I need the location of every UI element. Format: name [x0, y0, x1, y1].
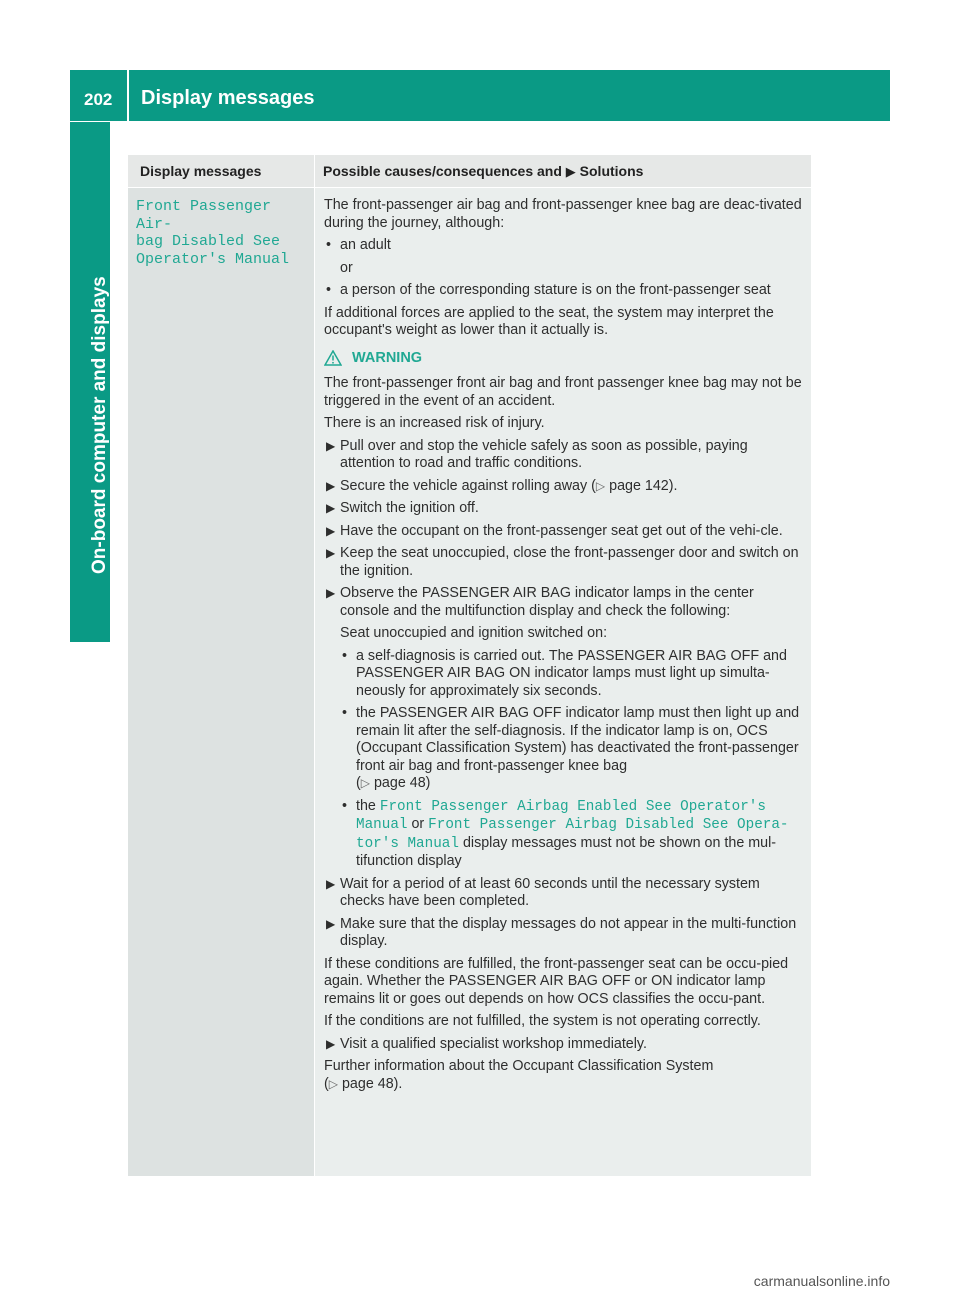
- step-keep-unoccupied: [324, 545, 803, 580]
- step-text: Have the occupant on the front-passenger seat get out of the vehi-cle.: [340, 522, 783, 539]
- warning-text: The front-passenger front air bag and front passenger knee bag may not be triggered in the event of an accident.: [324, 375, 802, 409]
- ref-close: ).: [393, 1075, 403, 1092]
- page-number: 202: [84, 90, 113, 109]
- check-display-messages: [340, 798, 803, 871]
- intro-or: or: [340, 259, 353, 276]
- page-ref-triangle-icon: ▷: [328, 1076, 338, 1091]
- chapter-label-text: On-board computer and displays: [89, 276, 110, 574]
- step-text: Pull over and stop the vehicle safely as soon as possible, paying attention to road and traffic conditions.: [340, 437, 748, 471]
- display-message-disabled: Front Passenger Airbag Disabled See Opera‐tor's Manual: [356, 817, 789, 852]
- page-header: [70, 70, 890, 121]
- table-row: [128, 188, 811, 1176]
- further-info: [324, 1058, 803, 1093]
- col-header-causes-solutions: [314, 155, 811, 187]
- step-arrow-icon: ▶: [326, 438, 336, 453]
- step-occupant-out: [324, 523, 803, 541]
- step-text: Wait for a period of at least 60 seconds until the necessary system checks have been completed.: [340, 875, 760, 909]
- seat-unoccupied-label: Seat unoccupied and ignition switched on:: [340, 625, 608, 641]
- page-ref-link[interactable]: page 48: [373, 775, 426, 791]
- check-lamp-text: the PASSENGER AIR BAG OFF indicator lamp must then light up and remain lit after the self-diagnosis. If the indicator lamp is on, OCS (Occupant Classification System) has deactivated the front-passenger front air bag and front-passenger knee bag: [356, 705, 800, 774]
- page-title: Display messages: [141, 87, 315, 109]
- not-fulfilled-text: If the conditions are not fulfilled, the system is not operating correctly.: [324, 1013, 761, 1029]
- page-ref-triangle-icon: ▷: [360, 776, 370, 790]
- check3-post: display messages must not be shown on the mul-tifunction display: [356, 834, 777, 869]
- col-header-display-messages: Display messages: [140, 163, 262, 179]
- step-arrow-icon: ▶: [326, 501, 336, 515]
- step-pull-over: [324, 438, 803, 473]
- step-arrow-icon: ▶: [326, 876, 336, 891]
- intro-bullet-person: • a person of the corresponding stature is on the front-passenger seat: [324, 282, 803, 300]
- step-text: Visit a qualified specialist workshop immediately.: [340, 1035, 647, 1052]
- forces-text: If additional forces are applied to the seat, the system may interpret the occupant's weight as lower than it actually is.: [324, 304, 774, 338]
- col-header-text-post: Solutions: [579, 163, 644, 179]
- check3-the: the: [356, 797, 376, 814]
- header-divider: [127, 70, 129, 121]
- display-message-enabled: Front Passenger Airbag Enabled See Operator's Manual: [356, 798, 766, 833]
- step-secure-vehicle: [324, 478, 803, 496]
- step-text: Observe the PASSENGER AIR BAG indicator lamps in the center console and the multifunction display and check the following:: [340, 585, 754, 619]
- intro-bullet-adult: • an adult: [324, 237, 803, 255]
- warning-heading: [324, 350, 803, 368]
- warning-label: WARNING: [352, 349, 423, 366]
- check-self-diagnosis: • a self-diagnosis is carried out. The PASSENGER AIR BAG OFF and PASSENGER AIR BAG ON indicator lamps must light up simulta-neously for approximately six seconds.: [340, 648, 803, 701]
- step-arrow-icon: ▶: [326, 478, 336, 493]
- intro-text: The front-passenger air bag and front-passenger knee bag are deac-tivated during the journey, although:: [324, 197, 802, 231]
- step-observe-lamps: [324, 585, 803, 620]
- further-text: Further information about the Occupant Classification System: [324, 1058, 714, 1074]
- step-text: Switch the ignition off.: [340, 500, 479, 516]
- step-arrow-icon: ▶: [326, 523, 336, 538]
- ref-open: (: [356, 775, 361, 791]
- watermark: carmanualsonline.info: [753, 1273, 890, 1289]
- step-arrow-icon: ▶: [326, 546, 336, 560]
- step-text-end: ).: [668, 477, 678, 494]
- step-text: Make sure that the display messages do not appear in the multi-function display.: [340, 915, 797, 949]
- message-line-3: Operator's Manual: [136, 250, 290, 268]
- fulfilled-text: If these conditions are fulfilled, the front-passenger seat can be occu-pied again. Whether the PASSENGER AIR BAG OFF or ON indicator lamp remains lit or goes out depends on how OCS classifies the occu-pant.: [324, 955, 789, 1007]
- step-ignition-off: [324, 500, 803, 518]
- check-lamp-off: [340, 705, 803, 793]
- table-header-row: [128, 155, 811, 187]
- page-ref-triangle-icon: ▷: [595, 478, 606, 493]
- step-verify-messages: [324, 916, 803, 951]
- step-arrow-icon: ▶: [326, 916, 336, 931]
- ref-open: (: [324, 1075, 329, 1092]
- message-cell: [128, 188, 314, 1176]
- display-messages-table: [128, 155, 811, 1176]
- page-ref-link[interactable]: page 142: [609, 477, 669, 494]
- message-line-2: bag Disabled See: [136, 233, 281, 250]
- risk-text: There is an increased risk of injury.: [324, 415, 545, 431]
- ref-close: ): [425, 775, 431, 791]
- message-line-1: Front Passenger Air‐: [136, 198, 272, 233]
- step-wait: [324, 876, 803, 911]
- page-ref-link[interactable]: page 48: [341, 1075, 394, 1092]
- col-header-text-pre: Possible causes/consequences and: [323, 163, 562, 179]
- step-arrow-icon: ▶: [326, 1036, 336, 1051]
- step-visit-workshop: [324, 1036, 803, 1054]
- step-arrow-icon: ▶: [326, 586, 336, 600]
- step-text: Secure the vehicle against rolling away (: [340, 477, 596, 494]
- solutions-cell: [314, 188, 811, 1176]
- step-text: Keep the seat unoccupied, close the front-passenger door and switch on the ignition.: [340, 545, 799, 579]
- check3-or: or: [411, 816, 425, 832]
- play-right-icon: ▶: [565, 164, 576, 179]
- warning-triangle-icon: [324, 350, 342, 366]
